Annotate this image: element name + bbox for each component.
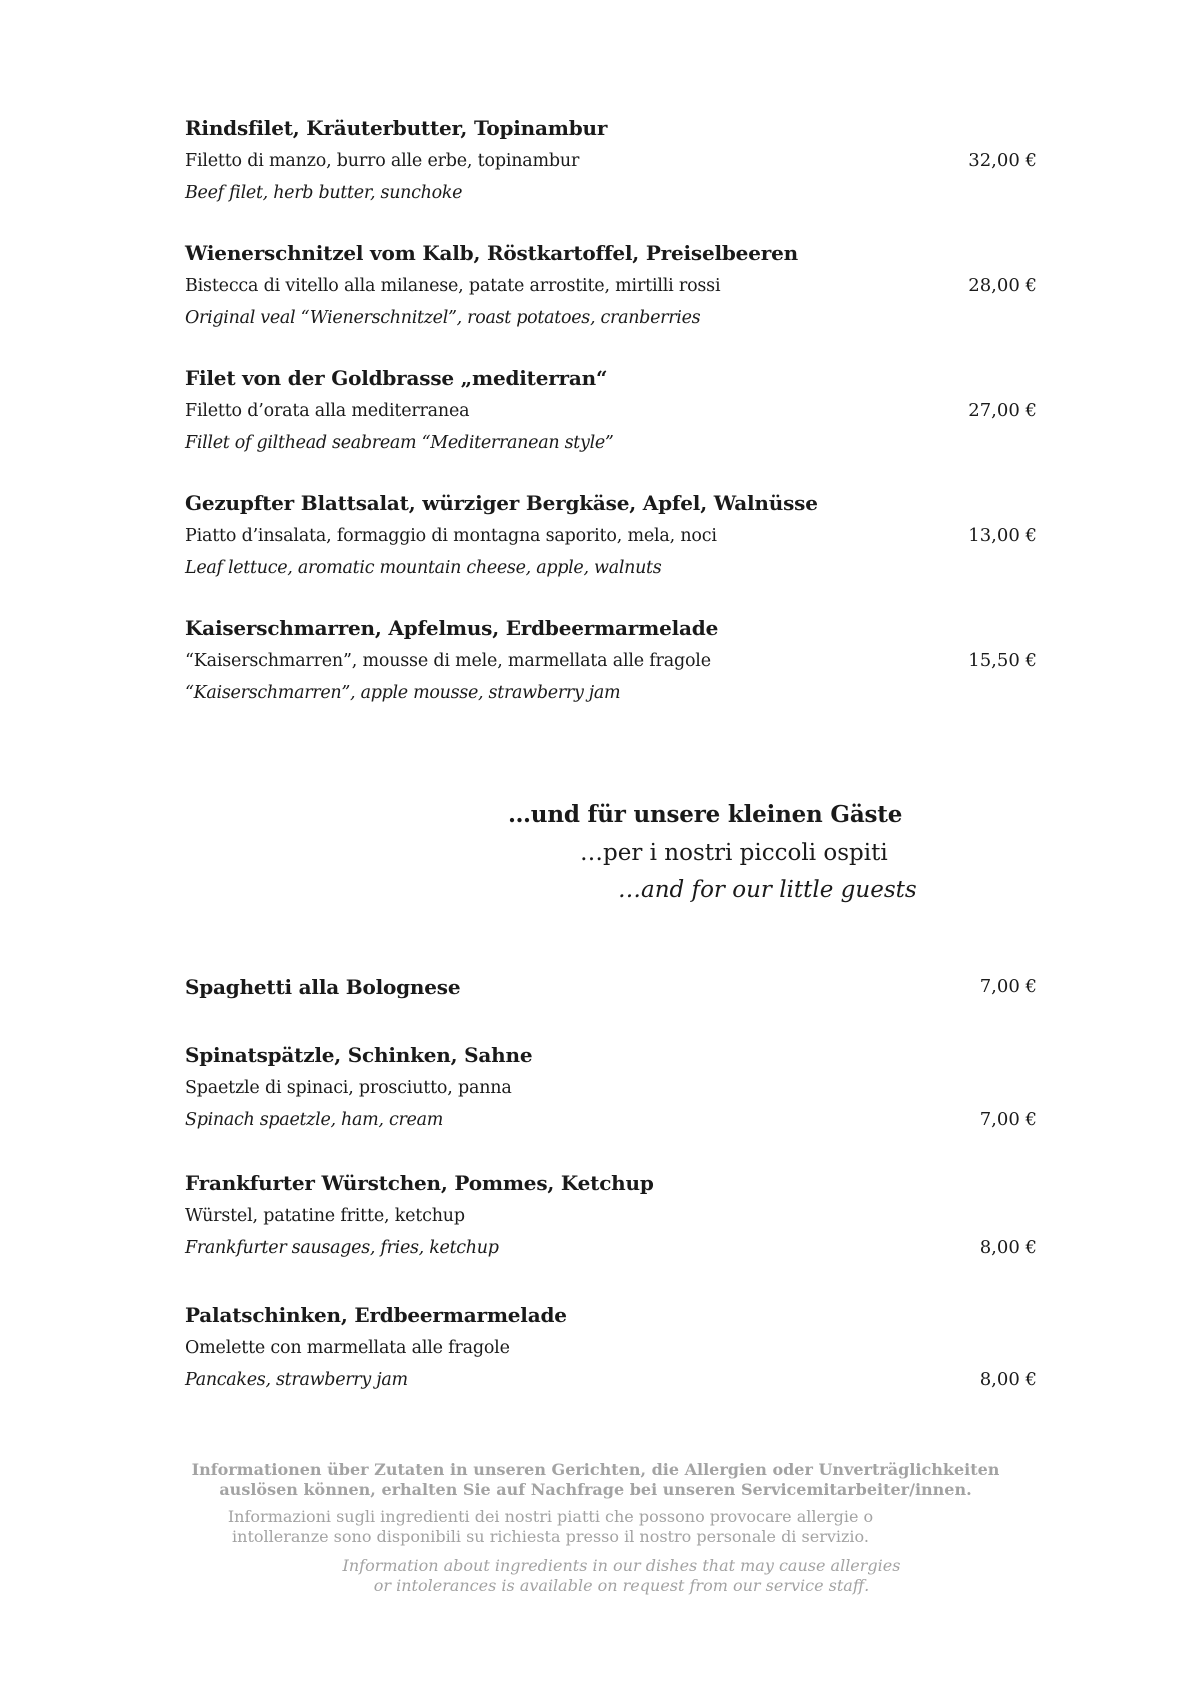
dish-title-de: Palatschinken, Erdbeermarmelade [185, 1303, 567, 1327]
dish-title-de: Rindsfilet, Kräuterbutter, Topinambur [185, 116, 608, 140]
dish-description-it: Filetto d’orata alla mediterranea [185, 401, 470, 421]
dish-description-en: Beef filet, herb butter, sunchoke [185, 183, 463, 203]
dish-title: Spaghetti alla Bolognese [185, 975, 461, 999]
dish-description-it: Spaetzle di spinaci, prosciutto, panna [185, 1078, 512, 1098]
allergen-notice-it-line2: intolleranze sono disponibili su richiesta presso il nostro personale di servizio. [232, 1527, 869, 1546]
dish-description-en: Frankfurter sausages, fries, ketchup [185, 1238, 499, 1258]
allergen-notice-en [26, 1556, 1191, 1596]
dish-price: 8,00 € [979, 1369, 1037, 1390]
dish-description-en: Original veal “Wienerschnitzel”, roast potatoes, cranberries [185, 308, 701, 328]
menu-item [185, 616, 1037, 704]
menu-item [185, 116, 1037, 204]
dish-description-en: Fillet of gilthead seabream “Mediterranean style” [185, 433, 614, 453]
dish-title-de: Filet von der Goldbrasse „mediterran“ [185, 366, 608, 390]
allergen-notice-en-line1: Information about ingredients in our dishes that may cause allergies [342, 1556, 901, 1575]
menu-item [185, 366, 1037, 454]
dish-description-en: Pancakes, strawberry jam [185, 1370, 408, 1390]
menu-item [185, 491, 1037, 579]
kids-menu-item [185, 1171, 1037, 1259]
dish-price: 7,00 € [979, 1109, 1037, 1130]
allergen-notice-it [0, 1507, 1146, 1547]
kids-section-heading-en: …and for our little guests [618, 877, 917, 903]
dish-price: 27,00 € [968, 400, 1037, 421]
dish-description-it: Filetto di manzo, burro alle erbe, topinambur [185, 151, 580, 171]
dish-title-de: Frankfurter Würstchen, Pommes, Ketchup [185, 1171, 654, 1195]
allergen-notice-de-line2: auslösen können, erhalten Sie auf Nachfrage bei unseren Servicemitarbeiter/innen. [219, 1480, 972, 1499]
menu-item [185, 241, 1037, 329]
dish-title-de: Kaiserschmarren, Apfelmus, Erdbeermarmelade [185, 616, 719, 640]
dish-description-it: Omelette con marmellata alle fragole [185, 1338, 510, 1358]
allergen-notice-it-line1: Informazioni sugli ingredienti dei nostri piatti che possono provocare allergie o [227, 1507, 874, 1526]
dish-price: 13,00 € [968, 525, 1037, 546]
dish-description-it: Piatto d’insalata, formaggio di montagna saporito, mela, noci [185, 526, 717, 546]
kids-section-heading-de: …und für unsere kleinen Gäste [508, 801, 903, 828]
dish-price: 28,00 € [968, 275, 1037, 296]
kids-menu-item [185, 975, 1037, 999]
dish-title-de: Gezupfter Blattsalat, würziger Bergkäse, Apfel, Walnüsse [185, 491, 818, 515]
allergen-notice-en-line2: or intolerances is available on request from our service staff. [373, 1576, 870, 1595]
kids-menu-item [185, 1303, 1037, 1391]
dish-description-en: “Kaiserschmarren”, apple mousse, strawberry jam [185, 683, 621, 703]
dish-description-en: Spinach spaetzle, ham, cream [185, 1110, 444, 1130]
allergen-notice-de [0, 1460, 1191, 1500]
dish-price: 7,00 € [979, 976, 1037, 997]
dish-description-it: Würstel, patatine fritte, ketchup [185, 1206, 465, 1226]
dish-description-it: “Kaiserschmarren”, mousse di mele, marmellata alle fragole [185, 651, 711, 671]
dish-description-it: Bistecca di vitello alla milanese, patate arrostite, mirtilli rossi [185, 276, 721, 296]
dish-description-en: Leaf lettuce, aromatic mountain cheese, apple, walnuts [185, 558, 662, 578]
dish-title-de: Wienerschnitzel vom Kalb, Röstkartoffel, Preiselbeeren [185, 241, 798, 265]
dish-price: 8,00 € [979, 1237, 1037, 1258]
kids-menu-item [185, 1043, 1037, 1131]
dish-price: 15,50 € [968, 650, 1037, 671]
dish-price: 32,00 € [968, 150, 1037, 171]
dish-title-de: Spinatspätzle, Schinken, Sahne [185, 1043, 533, 1067]
allergen-notice-de-line1: Informationen über Zutaten in unseren Gerichten, die Allergien oder Unverträglichkeiten [191, 1460, 1000, 1479]
kids-section-heading-it: …per i nostri piccoli ospiti [580, 840, 888, 866]
